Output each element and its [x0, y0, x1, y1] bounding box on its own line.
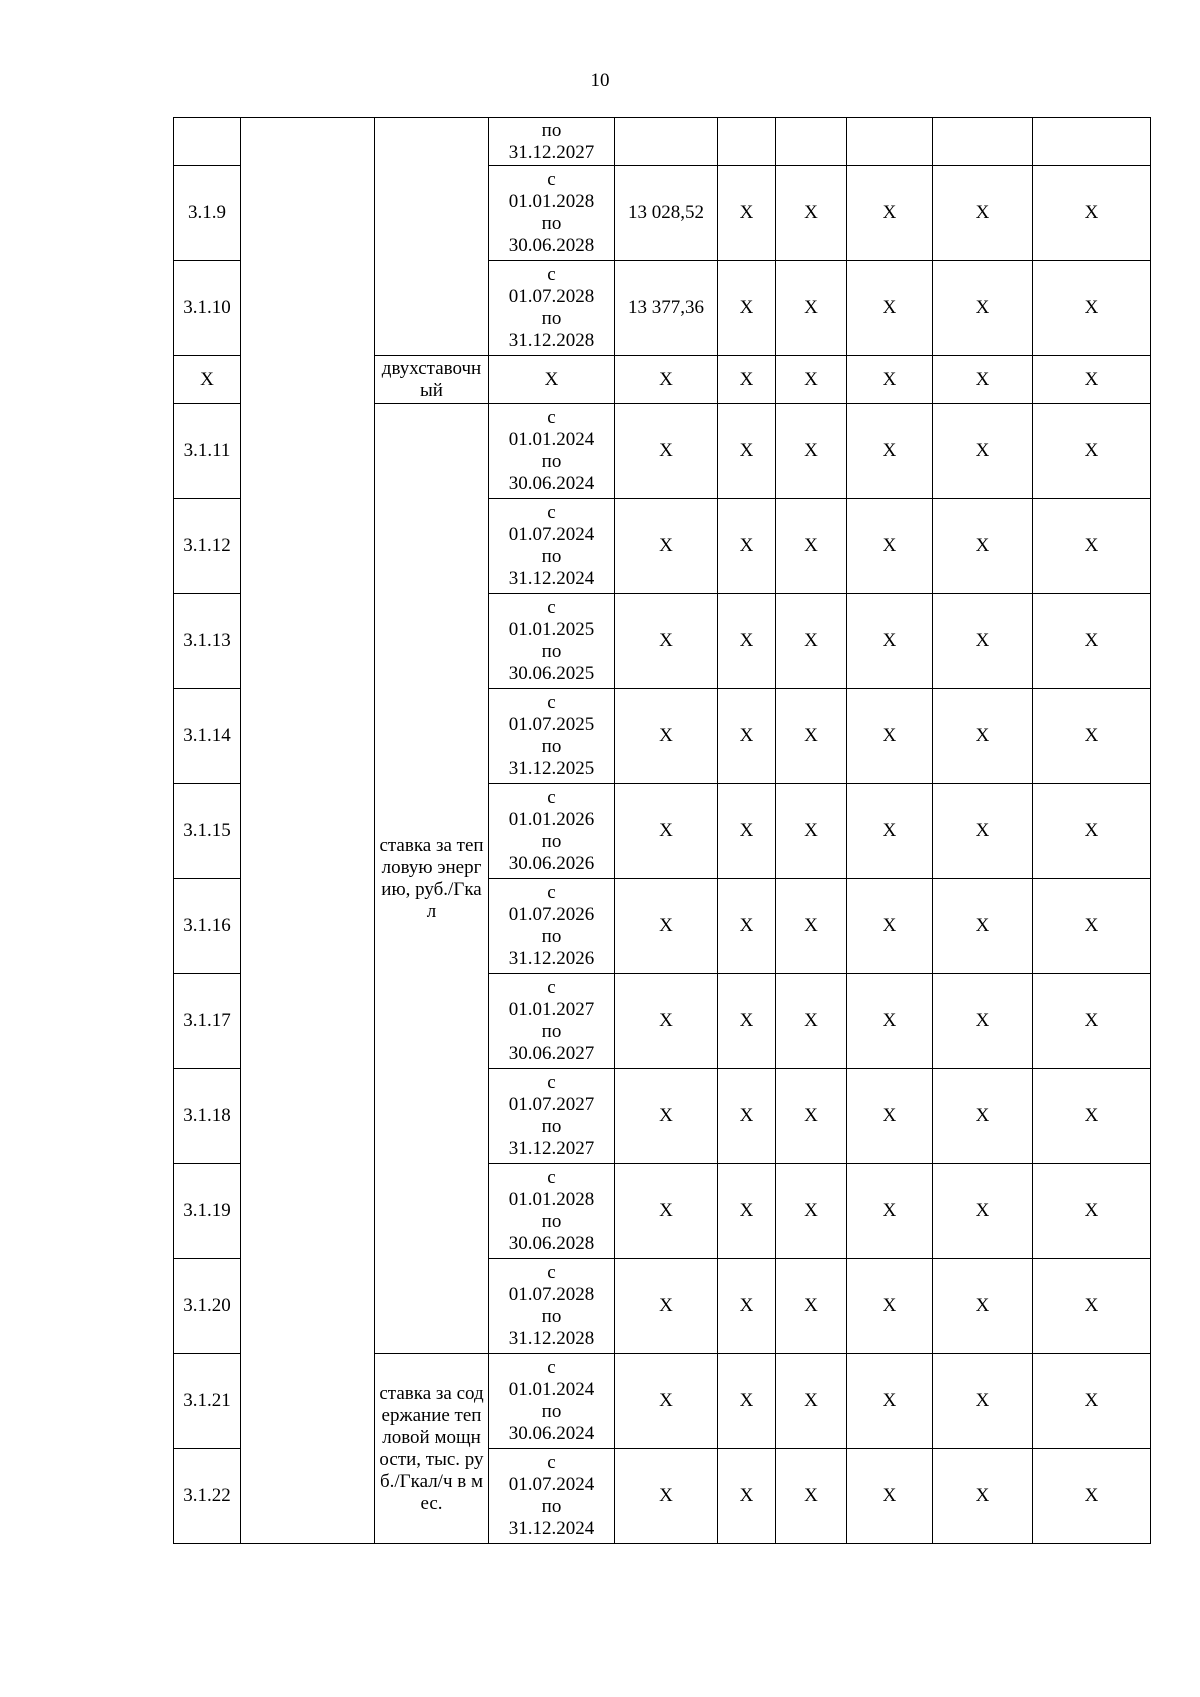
x-cell: Х — [1033, 1164, 1151, 1259]
period-line: 30.06.2026 — [508, 853, 595, 874]
period-line: 01.01.2025 — [508, 619, 595, 640]
value-cell: Х — [615, 404, 718, 499]
x-cell: Х — [776, 1354, 847, 1449]
period-line: 31.12.2024 — [508, 1518, 595, 1539]
x-cell: Х — [776, 784, 847, 879]
x-cell: Х — [847, 356, 933, 404]
x-cell: Х — [847, 1354, 933, 1449]
empty-cell — [718, 118, 776, 166]
number-cell: 3.1.14 — [174, 689, 241, 784]
period-line: по — [541, 926, 562, 947]
number-cell: 3.1.16 — [174, 879, 241, 974]
x-cell: Х — [1033, 356, 1151, 404]
x-cell: Х — [1033, 689, 1151, 784]
period-line: по — [541, 119, 562, 141]
x-cell: Х — [776, 356, 847, 404]
x-cell: Х — [776, 594, 847, 689]
x-cell: Х — [933, 594, 1033, 689]
period-cell — [489, 689, 615, 784]
value-cell: Х — [615, 974, 718, 1069]
period-cell — [489, 879, 615, 974]
x-cell: Х — [847, 1259, 933, 1354]
period-cell — [489, 118, 615, 166]
period-cell — [489, 166, 615, 261]
period-line: по — [541, 831, 562, 852]
tariff-table — [173, 117, 1151, 1544]
x-cell: Х — [1033, 784, 1151, 879]
table-row — [174, 118, 1151, 166]
x-cell: Х — [776, 1449, 847, 1544]
x-cell: Х — [718, 1069, 776, 1164]
x-cell: Х — [1033, 261, 1151, 356]
number-cell: 3.1.19 — [174, 1164, 241, 1259]
x-cell: Х — [718, 166, 776, 261]
period-line: с — [547, 692, 556, 713]
period-cell — [489, 1069, 615, 1164]
x-cell: Х — [1033, 499, 1151, 594]
x-cell: Х — [776, 404, 847, 499]
x-cell: Х — [933, 1069, 1033, 1164]
value-cell: 13 028,52 — [615, 166, 718, 261]
period-line: по — [541, 1496, 562, 1517]
empty-cell — [933, 118, 1033, 166]
x-cell: Х — [933, 1449, 1033, 1544]
period-line: 01.01.2024 — [508, 1379, 595, 1400]
rate-type-cell — [375, 118, 489, 356]
number-cell — [174, 118, 241, 166]
x-cell: Х — [718, 1164, 776, 1259]
x-cell: Х — [933, 499, 1033, 594]
x-cell: Х — [718, 499, 776, 594]
period-cell — [489, 1164, 615, 1259]
value-cell: Х — [615, 1164, 718, 1259]
x-cell: Х — [847, 594, 933, 689]
period-line: с — [547, 597, 556, 618]
period-line: с — [547, 1072, 556, 1093]
period-line: 01.07.2025 — [508, 714, 595, 735]
x-cell: Х — [847, 1164, 933, 1259]
period-line: 01.01.2028 — [508, 191, 595, 212]
x-cell: Х — [776, 1259, 847, 1354]
x-cell: Х — [1033, 974, 1151, 1069]
value-cell: Х — [615, 1069, 718, 1164]
period-line: 01.07.2024 — [508, 524, 595, 545]
period-line: 31.12.2025 — [508, 758, 595, 779]
x-cell: Х — [776, 261, 847, 356]
period-line: с — [547, 787, 556, 808]
x-cell: Х — [776, 1069, 847, 1164]
x-cell: Х — [847, 499, 933, 594]
period-line: 01.07.2028 — [508, 1284, 595, 1305]
x-cell: Х — [718, 261, 776, 356]
x-cell: Х — [847, 784, 933, 879]
period-line: 01.07.2028 — [508, 286, 595, 307]
period-line: по — [541, 1401, 562, 1422]
value-cell: Х — [615, 1449, 718, 1544]
x-cell: Х — [718, 404, 776, 499]
period-line: 30.06.2028 — [508, 1233, 595, 1254]
x-cell: Х — [1033, 594, 1151, 689]
number-cell: 3.1.22 — [174, 1449, 241, 1544]
x-cell: Х — [1033, 404, 1151, 499]
x-cell: Х — [933, 261, 1033, 356]
period-line: 01.07.2027 — [508, 1094, 595, 1115]
x-cell: Х — [718, 784, 776, 879]
x-cell: Х — [718, 594, 776, 689]
period-line: с — [547, 882, 556, 903]
period-cell — [489, 1449, 615, 1544]
period-cell: Х — [489, 356, 615, 404]
period-line: 30.06.2027 — [508, 1043, 595, 1064]
value-cell: Х — [615, 499, 718, 594]
x-cell: Х — [776, 166, 847, 261]
empty-cell — [1033, 118, 1151, 166]
period-line: по — [541, 1021, 562, 1042]
capacity-rate-label: ставка за содержание тепловой мощности, тыс. руб./Гкал/ч в мес. — [375, 1354, 489, 1544]
number-cell: 3.1.12 — [174, 499, 241, 594]
x-cell: Х — [776, 499, 847, 594]
x-cell: Х — [933, 356, 1033, 404]
period-line: 31.12.2027 — [508, 1138, 595, 1159]
energy-rate-label: ставка за тепловую энергию, руб./Гкал — [375, 404, 489, 1354]
period-line: 01.01.2027 — [508, 999, 595, 1020]
x-cell: Х — [847, 404, 933, 499]
x-cell: Х — [933, 166, 1033, 261]
period-line: 01.01.2024 — [508, 429, 595, 450]
period-line: с — [547, 1357, 556, 1378]
period-line: по — [541, 1211, 562, 1232]
period-line: с — [547, 502, 556, 523]
period-line: по — [541, 736, 562, 757]
x-cell: Х — [1033, 1449, 1151, 1544]
period-line: с — [547, 169, 556, 190]
number-cell: 3.1.17 — [174, 974, 241, 1069]
period-line: 30.06.2028 — [508, 235, 595, 256]
x-cell: Х — [718, 689, 776, 784]
period-line: 30.06.2024 — [508, 473, 595, 494]
period-line: 31.12.2028 — [508, 330, 595, 351]
x-cell: Х — [847, 879, 933, 974]
period-line: 30.06.2024 — [508, 1423, 595, 1444]
period-line: с — [547, 1262, 556, 1283]
period-line: по — [541, 308, 562, 329]
number-cell: Х — [174, 356, 241, 404]
page-number: 10 — [590, 70, 610, 91]
x-cell: Х — [847, 689, 933, 784]
period-cell — [489, 1259, 615, 1354]
x-cell: Х — [933, 689, 1033, 784]
x-cell: Х — [718, 356, 776, 404]
period-line: 31.12.2027 — [508, 141, 595, 163]
period-cell — [489, 261, 615, 356]
x-cell: Х — [847, 1449, 933, 1544]
period-cell — [489, 974, 615, 1069]
value-cell: Х — [615, 356, 718, 404]
number-cell: 3.1.11 — [174, 404, 241, 499]
x-cell: Х — [776, 689, 847, 784]
value-cell: 13 377,36 — [615, 261, 718, 356]
number-cell: 3.1.18 — [174, 1069, 241, 1164]
x-cell: Х — [718, 1449, 776, 1544]
period-line: с — [547, 1452, 556, 1473]
x-cell: Х — [1033, 166, 1151, 261]
x-cell: Х — [1033, 1069, 1151, 1164]
period-line: с — [547, 977, 556, 998]
period-line: 31.12.2026 — [508, 948, 595, 969]
value-cell: Х — [615, 689, 718, 784]
x-cell: Х — [718, 1354, 776, 1449]
period-line: по — [541, 1306, 562, 1327]
value-cell: Х — [615, 879, 718, 974]
value-cell: Х — [615, 1354, 718, 1449]
period-line: 31.12.2024 — [508, 568, 595, 589]
period-cell — [489, 594, 615, 689]
name-cell — [241, 118, 375, 1544]
empty-cell — [847, 118, 933, 166]
rate-type-label: двухставочный — [375, 356, 489, 404]
x-cell: Х — [718, 879, 776, 974]
period-line: с — [547, 264, 556, 285]
number-cell: 3.1.21 — [174, 1354, 241, 1449]
x-cell: Х — [933, 1164, 1033, 1259]
period-cell — [489, 404, 615, 499]
x-cell: Х — [718, 974, 776, 1069]
value-cell: Х — [615, 784, 718, 879]
x-cell: Х — [847, 974, 933, 1069]
x-cell: Х — [1033, 879, 1151, 974]
period-line: по — [541, 546, 562, 567]
x-cell: Х — [776, 974, 847, 1069]
number-cell: 3.1.9 — [174, 166, 241, 261]
x-cell: Х — [933, 974, 1033, 1069]
period-line: 30.06.2025 — [508, 663, 595, 684]
x-cell: Х — [847, 166, 933, 261]
period-cell — [489, 1354, 615, 1449]
x-cell: Х — [776, 1164, 847, 1259]
x-cell: Х — [933, 1354, 1033, 1449]
period-line: 01.07.2026 — [508, 904, 595, 925]
period-line: по — [541, 451, 562, 472]
period-line: с — [547, 407, 556, 428]
period-cell — [489, 499, 615, 594]
number-cell: 3.1.10 — [174, 261, 241, 356]
number-cell: 3.1.20 — [174, 1259, 241, 1354]
period-line: с — [547, 1167, 556, 1188]
x-cell: Х — [933, 404, 1033, 499]
period-line: 01.01.2026 — [508, 809, 595, 830]
x-cell: Х — [933, 1259, 1033, 1354]
empty-cell — [776, 118, 847, 166]
x-cell: Х — [718, 1259, 776, 1354]
period-line: 31.12.2028 — [508, 1328, 595, 1349]
period-line: по — [541, 1116, 562, 1137]
x-cell: Х — [1033, 1259, 1151, 1354]
x-cell: Х — [847, 1069, 933, 1164]
period-cell — [489, 784, 615, 879]
value-cell: Х — [615, 594, 718, 689]
number-cell: 3.1.13 — [174, 594, 241, 689]
value-cell: Х — [615, 1259, 718, 1354]
x-cell: Х — [847, 261, 933, 356]
x-cell: Х — [1033, 1354, 1151, 1449]
empty-cell — [615, 118, 718, 166]
x-cell: Х — [933, 879, 1033, 974]
x-cell: Х — [776, 879, 847, 974]
period-line: 01.01.2028 — [508, 1189, 595, 1210]
period-line: 01.07.2024 — [508, 1474, 595, 1495]
tariff-table-body — [174, 118, 1151, 1544]
number-cell: 3.1.15 — [174, 784, 241, 879]
period-line: по — [541, 213, 562, 234]
period-line: по — [541, 641, 562, 662]
x-cell: Х — [933, 784, 1033, 879]
